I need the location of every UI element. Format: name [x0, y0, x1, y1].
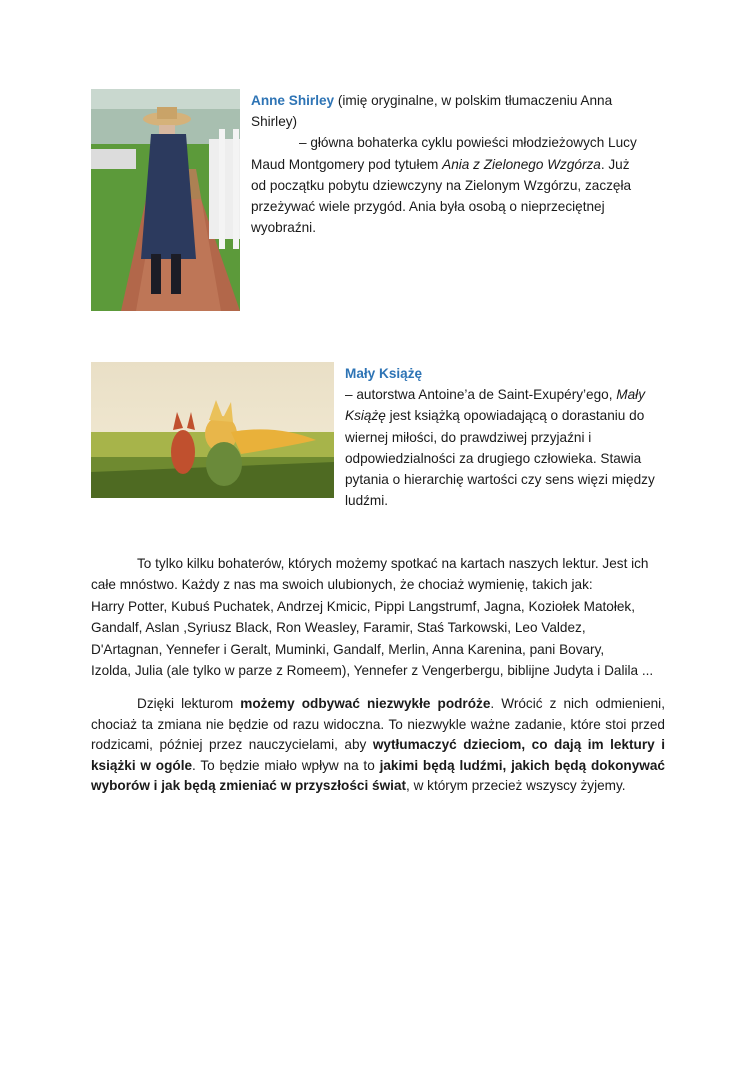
travel-text-3: . To będzie miało wpływ na to [192, 757, 380, 773]
heroes-line-5: D'Artagnan, Yennefer i Geralt, Muminki, Gandalf, Merlin, Anna Karenina, pani Bovary, [91, 641, 605, 657]
anne-shirley-photo [91, 89, 240, 311]
travel-text-2: . Wrócić z nich odmienieni, chociaż ta zmiana nie będzie od razu widoczna. To niezwykle ważne zadanie, które stoi przed rodzicami, później przez nauczycielami, aby [91, 696, 665, 753]
travel-text-1: Dzięki lekturom [137, 696, 241, 711]
heroes-line-6: Izolda, Julia (ale tylko w parze z Romeem), Yennefer z Vengerbergu, biblijne Judyta i Dalila ... [91, 663, 654, 679]
little-prince-image [91, 362, 334, 498]
heroes-line-1: To tylko kilku bohaterów, których możemy spotkać na kartach naszych lektur. Jest ich [137, 556, 649, 571]
anne-shirley-heading: Anne Shirley [251, 93, 335, 108]
little-prince-book-title: Mały Książę [345, 387, 645, 424]
anne-shirley-text [251, 90, 641, 238]
travel-bold-2: wytłumaczyć dzieciom, co dają im lektury i książki w ogóle [91, 737, 665, 773]
little-prince-desc-b: jest książką opowiadającą o dorastaniu do wiernej miłości, do prawdziwej przyjaźni i odpowiedzialności za drugiego człowieka. Stawia pytania o hierarchię wartości czy sens więzi między ludźmi. [345, 408, 655, 509]
anne-shirley-book-title: Ania z Zielonego Wzgórza [442, 156, 601, 172]
heroes-line-4: Gandalf, Aslan ,Syriusz Black, Ron Weasley, Faramir, Staś Tarkowski, Leo Valdez, [91, 620, 586, 636]
travel-text-4: , w którym przecież wszyscy żyjemy. [406, 778, 626, 794]
little-prince-heading: Mały Książę [345, 366, 423, 381]
travel-bold-3: jakimi będą ludźmi, jakich będą dokonywać wyborów i jak będą zmieniać w przyszłości świat [91, 757, 665, 794]
heroes-line-2: całe mnóstwo. Każdy z nas ma swoich ulubionych, że chociaż wymienię, takich jak: [91, 577, 593, 593]
travel-paragraph [91, 694, 665, 797]
little-prince-desc-a: – autorstwa Antoine’a de Saint-Exupéry’ego, [345, 387, 617, 403]
anne-shirley-desc-b: . Już od początku pobytu dziewczyny na Zielonym Wzgórzu, zaczęła przeżywać wiele przygód. Ania była osobą o nieprzeciętnej wyobraźni. [251, 156, 632, 236]
little-prince-text [345, 363, 665, 511]
anne-shirley-desc-a: – główna bohaterka cyklu powieści młodzieżowych Lucy Maud Montgomery pod tytułem [251, 135, 637, 172]
anne-shirley-intro: (imię oryginalne, w polskim tłumaczeniu Anna Shirley) [251, 93, 613, 130]
heroes-line-3: Harry Potter, Kubuś Puchatek, Andrzej Kmicic, Pippi Langstrumf, Jagna, Koziołek Matołek, [91, 598, 636, 614]
heroes-paragraph [91, 553, 681, 681]
travel-bold-1: możemy odbywać niezwykłe podróże [240, 696, 491, 711]
